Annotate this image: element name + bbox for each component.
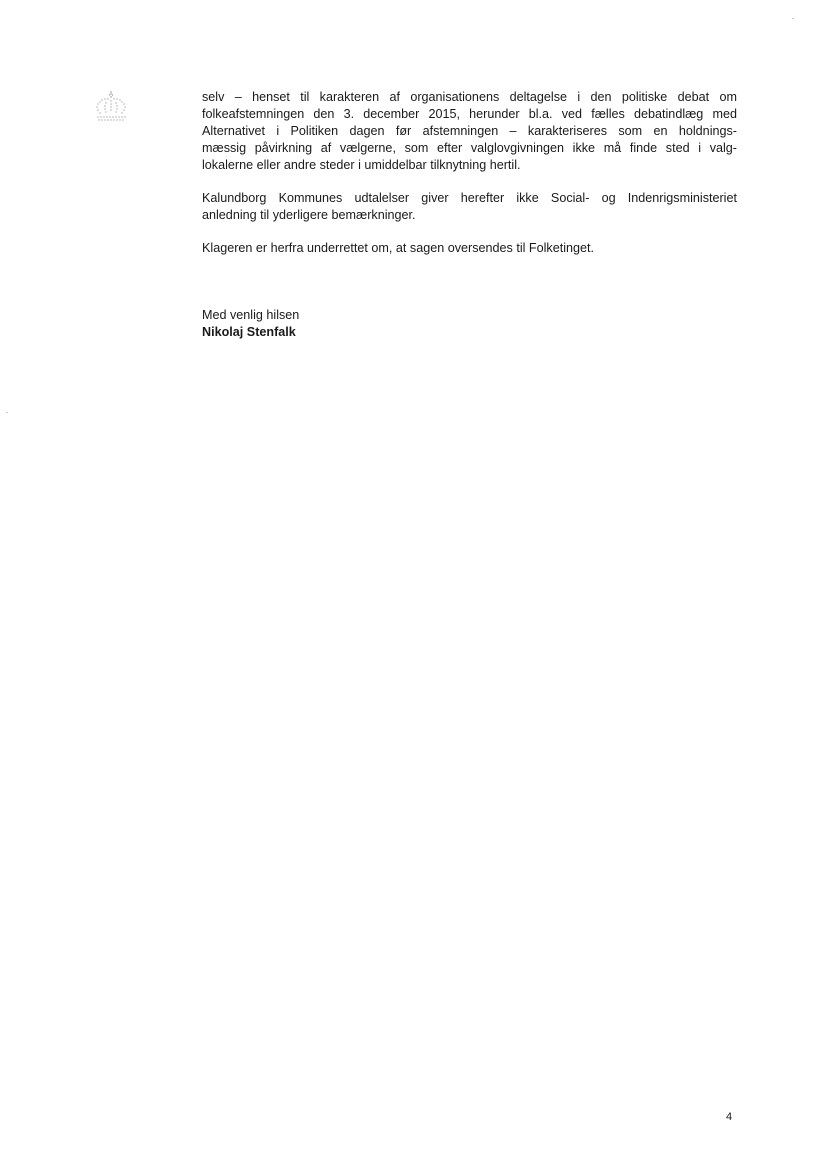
closing-greeting: Med venlig hilsen [202,308,300,322]
scan-speck [792,18,794,19]
paragraph-3 [202,240,737,257]
letter-body [202,89,737,273]
text-line: lokalerne eller andre steder i umiddelbar tilknytning hertil. [202,158,521,172]
royal-crown-icon [92,90,130,124]
paragraph-1 [202,89,737,174]
text-line: selv – henset til karakteren af organisationens deltagelse i den politiske debat om [202,90,737,104]
signature-name: Nikolaj Stenfalk [202,325,296,339]
scan-speck [6,412,8,413]
text-line: anledning til yderligere bemærkninger. [202,208,416,222]
text-line: Klageren er herfra underrettet om, at sagen oversendes til Folketinget. [202,241,595,255]
text-line: folkeafstemningen den 3. december 2015, herunder bl.a. ved fælles debatindlæg med [202,107,737,121]
text-line: Alternativet i Politiken dagen før afstemningen – karakteriseres som en holdnings- [202,124,737,138]
paragraph-2 [202,190,737,224]
page-number: 4 [726,1111,733,1123]
text-line: Kalundborg Kommunes udtalelser giver herefter ikke Social- og Indenrigsministeriet [202,191,737,205]
text-line: mæssig påvirkning af vælgerne, som efter valglovgivningen ikke må finde sted i valg- [202,141,737,155]
letter-closing [202,307,299,341]
